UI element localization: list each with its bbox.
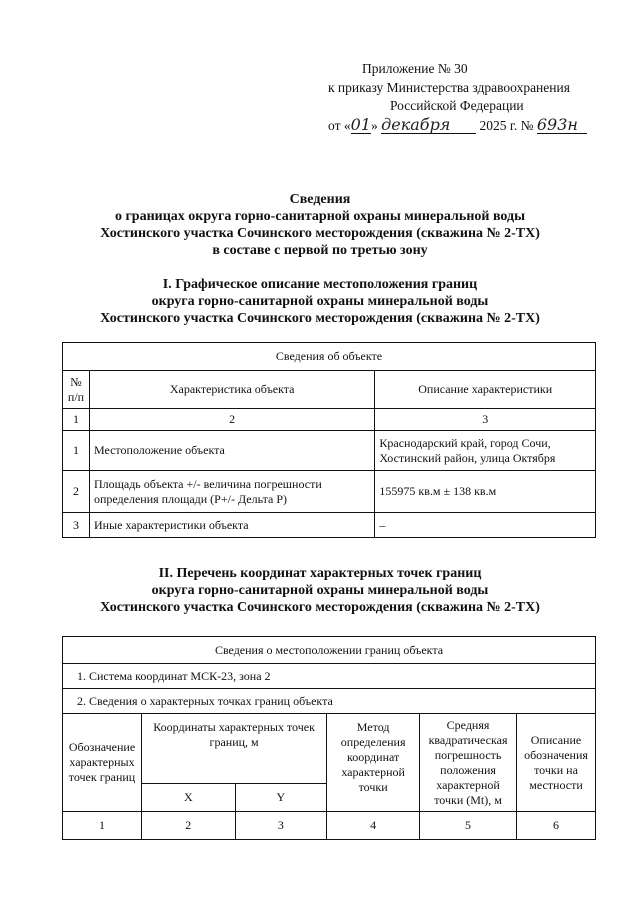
table-row [63,513,596,538]
points-caption-row: 2. Сведения о характерных точках границ объекта [63,689,596,714]
coordinate-system-row: 1. Система координат МСК-23, зона 2 [63,664,596,689]
table-cell: 1 [63,812,142,840]
table-cell: 4 [327,812,420,840]
table-row [63,812,596,840]
table-cell: 1 [63,409,90,431]
appendix-federation-line: Российской Федерации [390,98,524,113]
header-line: Хостинского участка Сочинского месторождения (скважина № 2-ТХ) [100,226,540,241]
table-row [63,343,596,371]
table-cell: 1 [63,431,90,471]
boundary-points-table [62,636,596,840]
section2-line: Хостинского участка Сочинского месторождения (скважина № 2-ТХ) [100,600,540,615]
appendix-title: Приложение № 30 [362,61,468,76]
table2-caption: Сведения о местоположении границ объекта [63,637,596,664]
table-cell: Краснодарский край, город Сочи, Хостинский район, улица Октября [375,431,596,471]
table-cell: 2 [141,812,235,840]
section2-line: округа горно-санитарной охраны минеральной воды [151,583,489,598]
table-cell: 155975 кв.м ± 138 кв.м [375,471,596,513]
table-cell: 3 [235,812,327,840]
col-x-header: X [141,784,235,812]
table-cell: 2 [89,409,374,431]
col-y-header: Y [235,784,327,812]
table1-header-num: № п/п [63,371,90,409]
date-mid: » [370,118,378,133]
section1-line: округа горно-санитарной охраны минеральной воды [151,294,489,309]
table-cell: 2 [63,471,90,513]
table-cell: Площадь объекта +/- величина погрешности определения площади (P+/- Дельта P) [89,471,374,513]
table-cell: 3 [375,409,596,431]
document-header [60,191,580,259]
table-row [63,409,596,431]
table-cell: 5 [420,812,517,840]
section1-line: Хостинского участка Сочинского месторождения (скважина № 2-ТХ) [100,311,540,326]
appendix-date-line [328,116,587,134]
handwritten-month: декабря [381,116,476,134]
col-method-header: Метод определения координат характерной точки [327,714,420,812]
date-prefix: от « [328,118,351,133]
table-row [63,371,596,409]
table-row [63,637,596,664]
date-year: 2025 г. № [479,118,534,133]
handwritten-day: 01 [350,115,371,134]
table-cell: Иные характеристики объекта [89,513,374,538]
object-info-table [62,342,596,538]
header-line: Сведения [289,192,351,207]
appendix-order-line: к приказу Министерства здравоохранения [328,80,570,95]
header-line: в составе с первой по третью зону [212,243,428,258]
col-designation-header: Обозначение характерных точек границ [63,714,142,812]
table1-caption: Сведения об объекте [63,343,596,371]
header-line: о границах округа горно-санитарной охраны минеральной воды [114,209,526,224]
handwritten-number: 693н [537,116,587,134]
section1-line: I. Графическое описание местоположения границ [162,277,478,292]
table-cell: Местоположение объекта [89,431,374,471]
table-row [63,714,596,784]
col-description-header: Описание обозначения точки на местности [517,714,596,812]
table-row [63,471,596,513]
col-error-header: Средняя квадратическая погрешность положения характерной точки (Mt), м [420,714,517,812]
section2-title [60,565,580,616]
table-cell: 6 [517,812,596,840]
table-row [63,431,596,471]
section1-title [60,276,580,327]
table1-header-description: Описание характеристики [375,371,596,409]
table-cell: 3 [63,513,90,538]
col-coords-header: Координаты характерных точек границ, м [141,714,326,784]
table-row [63,664,596,689]
table1-header-characteristic: Характеристика объекта [89,371,374,409]
section2-line: II. Перечень координат характерных точек границ [158,566,482,581]
table-cell: – [375,513,596,538]
table-row [63,689,596,714]
